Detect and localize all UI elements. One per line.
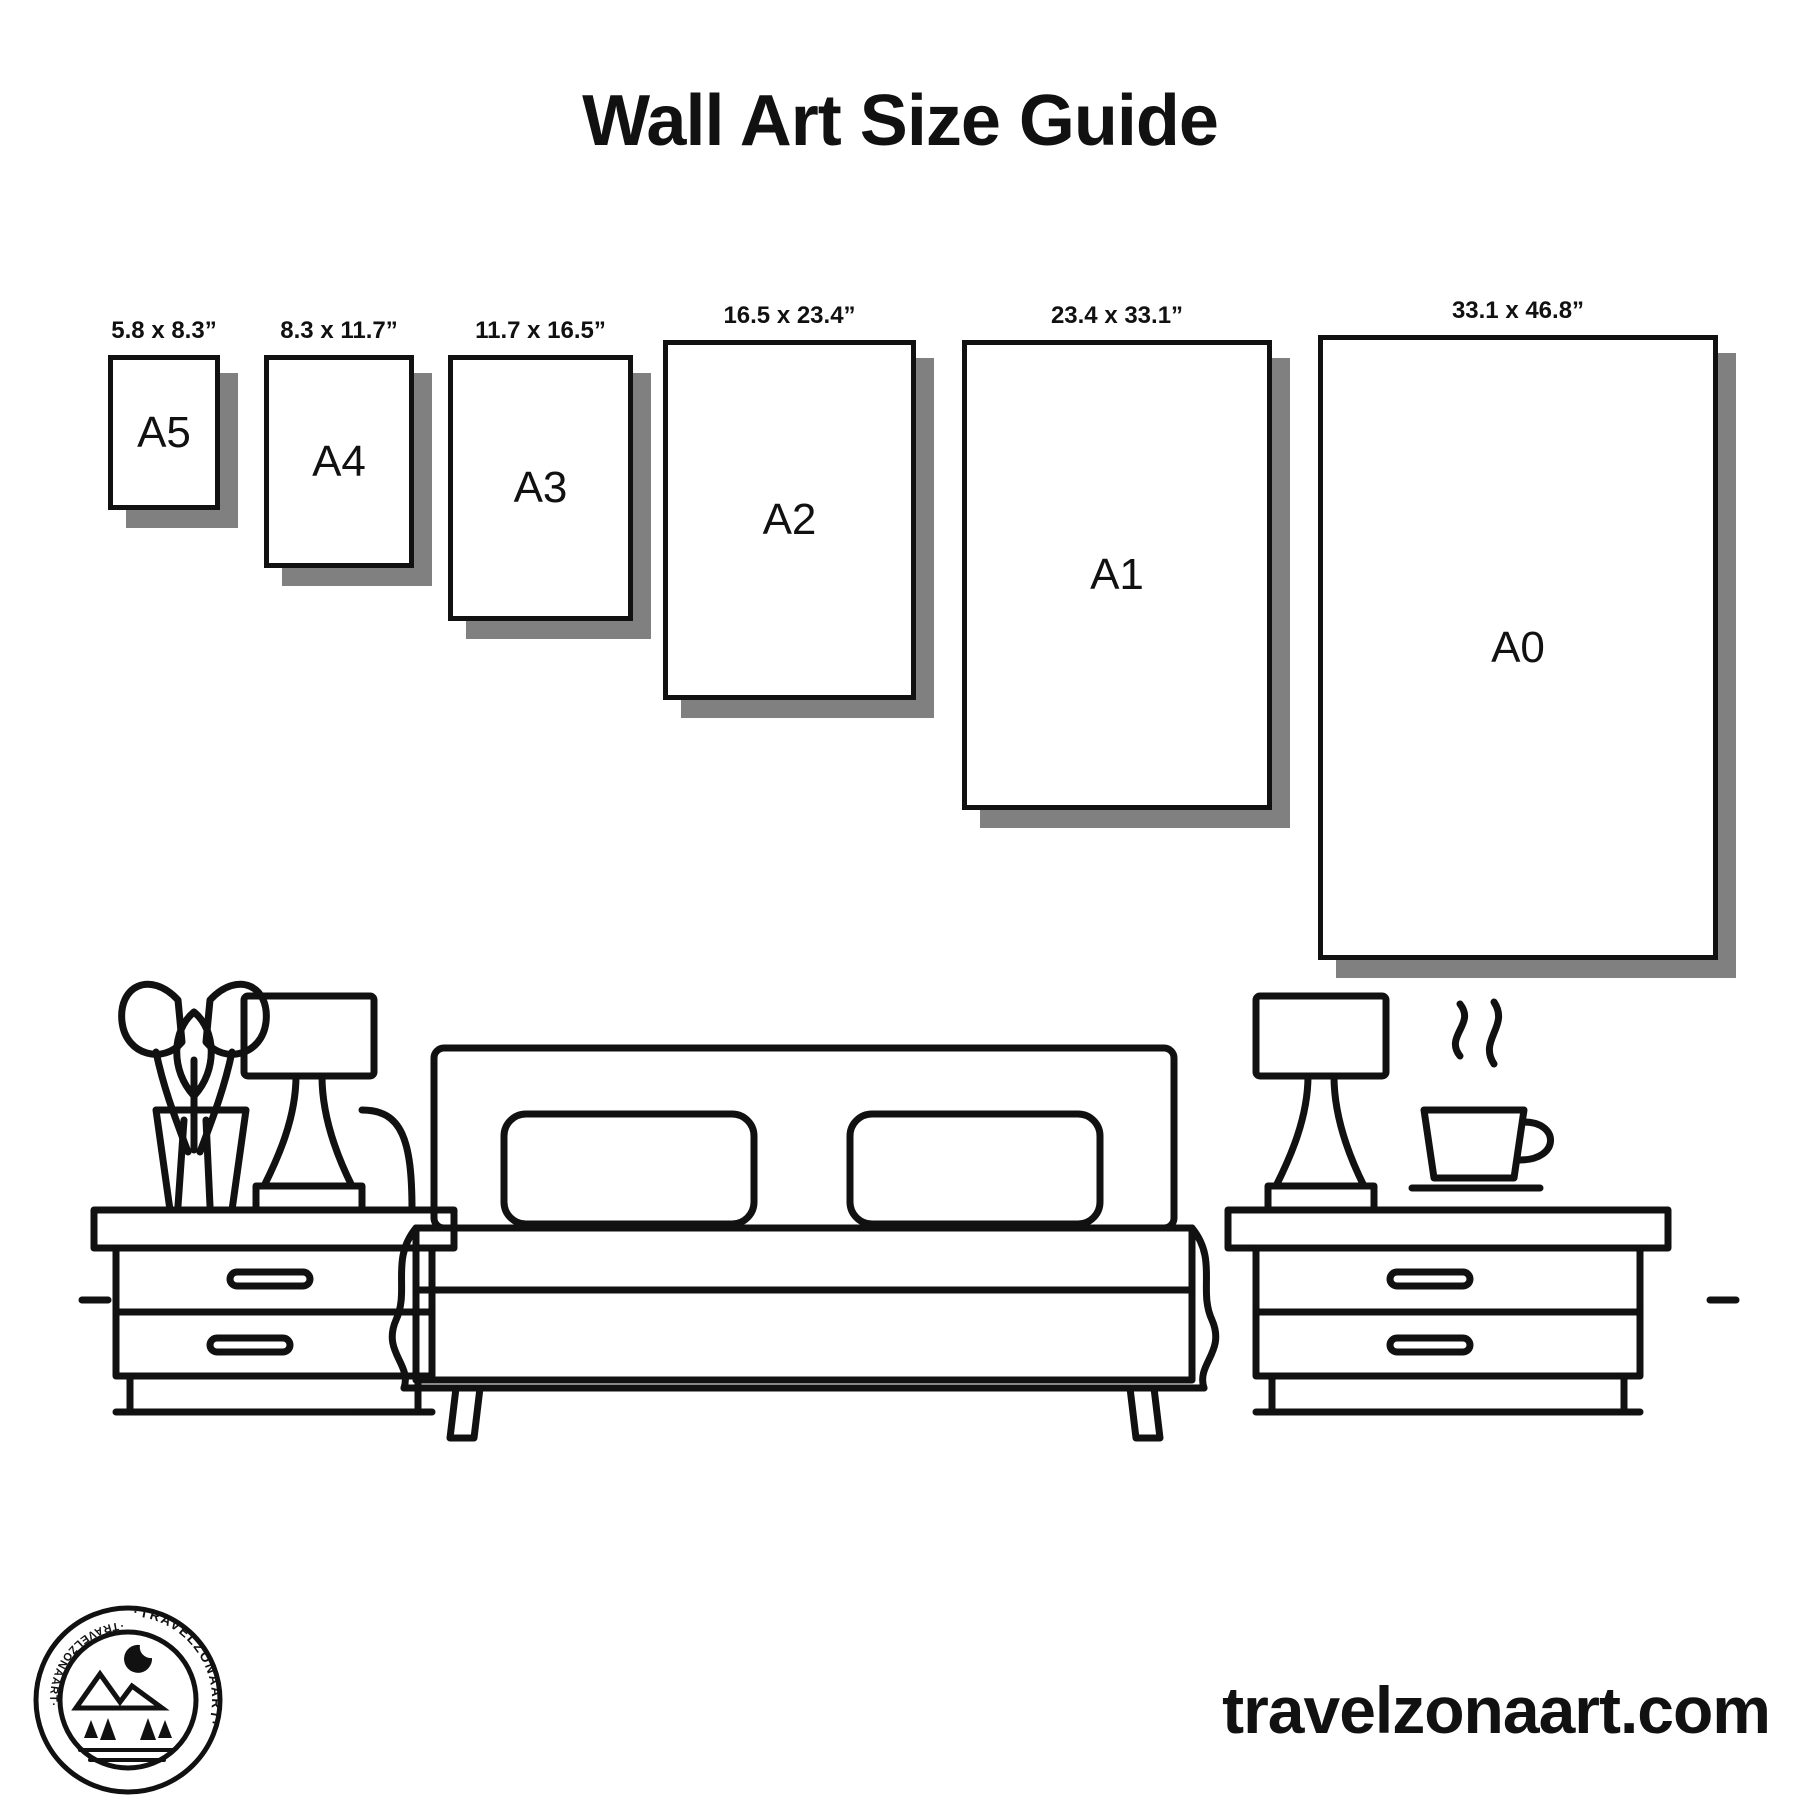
frame-rect-a5[interactable] xyxy=(108,355,220,510)
frame-a4 xyxy=(264,317,432,586)
frame-dimensions-label: 11.7 x 16.5” xyxy=(475,317,606,344)
frame-rect-a0[interactable] xyxy=(1318,335,1718,960)
frame-size-name: A5 xyxy=(137,407,191,457)
right-table-lamp xyxy=(1256,996,1386,1210)
frame-size-name: A3 xyxy=(513,463,568,512)
frame-dimensions-label: 5.8 x 8.3” xyxy=(111,317,217,344)
frame-rect-a3[interactable] xyxy=(448,355,633,621)
bedroom-illustration xyxy=(60,960,1760,1520)
frame-size-name: A0 xyxy=(1491,622,1545,672)
logo-inner-text: ·TRAVELZONAART· xyxy=(46,1619,125,1709)
frame-size-name: A1 xyxy=(1090,550,1144,599)
right-nightstand xyxy=(1228,1210,1668,1412)
frame-a5 xyxy=(108,317,238,528)
frame-a0 xyxy=(1318,297,1736,978)
frame-rect-a1[interactable] xyxy=(962,340,1272,810)
frame-dimensions-label: 16.5 x 23.4” xyxy=(723,302,856,329)
coffee-cup xyxy=(1412,1002,1551,1188)
page-title: Wall Art Size Guide xyxy=(582,81,1218,161)
frame-dimensions-label: 23.4 x 33.1” xyxy=(1050,302,1184,329)
frame-dimensions-label: 8.3 x 11.7” xyxy=(280,317,398,344)
frame-rect-a4[interactable] xyxy=(264,355,414,568)
frame-size-name: A4 xyxy=(312,436,366,486)
frame-dimensions-label: 33.1 x 46.8” xyxy=(1451,297,1585,324)
frame-size-name: A2 xyxy=(762,495,817,544)
frame-a2 xyxy=(663,302,934,718)
site-url: travelzonaart.com xyxy=(1222,1673,1770,1747)
logo-outer-text: ·TRAVELZONAART· xyxy=(132,1604,225,1729)
bed xyxy=(360,1048,1216,1438)
frame-rect-a2[interactable] xyxy=(663,340,916,700)
frame-a3 xyxy=(448,317,651,639)
left-table-lamp xyxy=(244,996,412,1210)
brand-logo xyxy=(28,1600,228,1800)
frame-a1 xyxy=(962,302,1290,828)
